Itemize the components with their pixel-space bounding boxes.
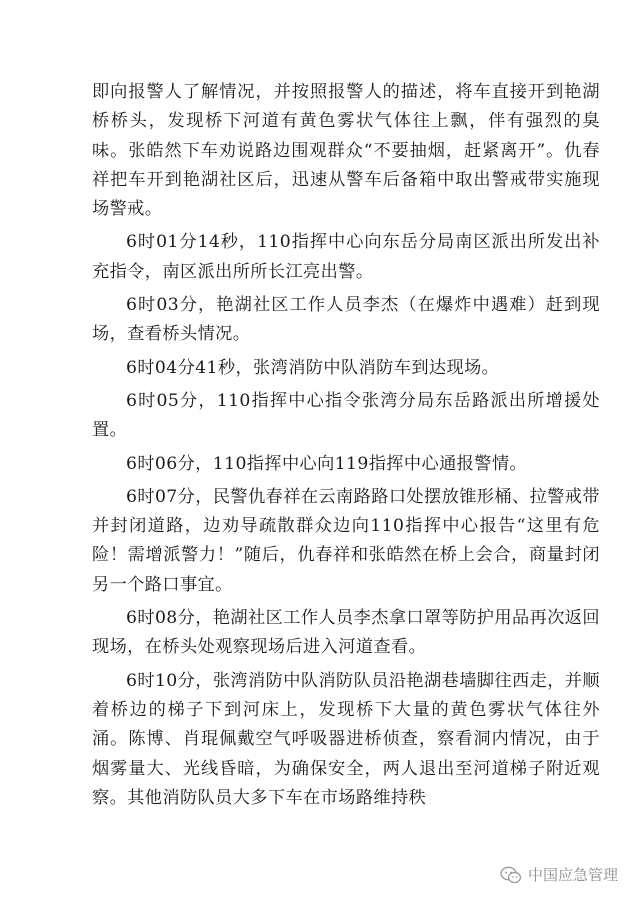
- paragraph-4: 6时04分41秒，张湾消防中队消防车到达现场。: [126, 357, 500, 378]
- paragraph-3: 6时03分，艳湖社区工作人员李杰（在爆炸中遇难）赶到现场，查看桥头情况。: [92, 295, 600, 345]
- watermark-text: 中国应急管理: [527, 866, 618, 884]
- paragraph-8: 6时08分，艳湖社区工作人员李杰拿口罩等防护用品再次返回现场，在桥头处观察现场后进入河道查看。: [92, 608, 600, 658]
- paragraph-5: 6时05分，110指挥中心指令张湾分局东岳路派出所增援处置。: [92, 390, 600, 441]
- paragraph-7: 6时07分，民警仇春祥在云南路路口处摆放锥形桶、拉警戒带并封闭道路，边劝导疏散群众边向110指挥中心报告“这里有危险！需增派警力！”随后，仇春祥和张皓然在桥上会合，商量封闭另一个路口事宜。: [92, 486, 600, 595]
- watermark: [500, 864, 618, 885]
- document-body: [92, 78, 600, 817]
- paragraph-9: 6时10分，张湾消防中队消防队员沿艳湖巷墙脚往西走，并顺着桥边的梯子下到河床上，发现桥下大量的黄色雾状气体往外涌。陈博、肖琨佩戴空气呼吸器进桥侦查，察看洞内情况，由于烟雾量大、光线昏暗，为确保安全，两人退出至河道梯子附近观察。其他消防队员大多下车在市场路维持秩: [92, 670, 600, 808]
- paragraph-1: 即向报警人了解情况，并按照报警人的描述，将车直接开到艳湖桥桥头，发现桥下河道有黄色雾状气体往上飘，伴有强烈的臭味。张皓然下车劝说路边围观群众“不要抽烟，赶紧离开”。仇春祥把车开到艳湖社区后，迅速从警车后备箱中取出警戒带实施现场警戒。: [92, 82, 600, 220]
- paragraph-6: 6时06分，110指挥中心向119指挥中心通报警情。: [126, 453, 528, 474]
- paragraph-2: 6时01分14秒，110指挥中心向东岳分局南区派出所发出补充指令，南区派出所所长江亮出警。: [92, 232, 600, 282]
- wechat-icon: [500, 866, 522, 884]
